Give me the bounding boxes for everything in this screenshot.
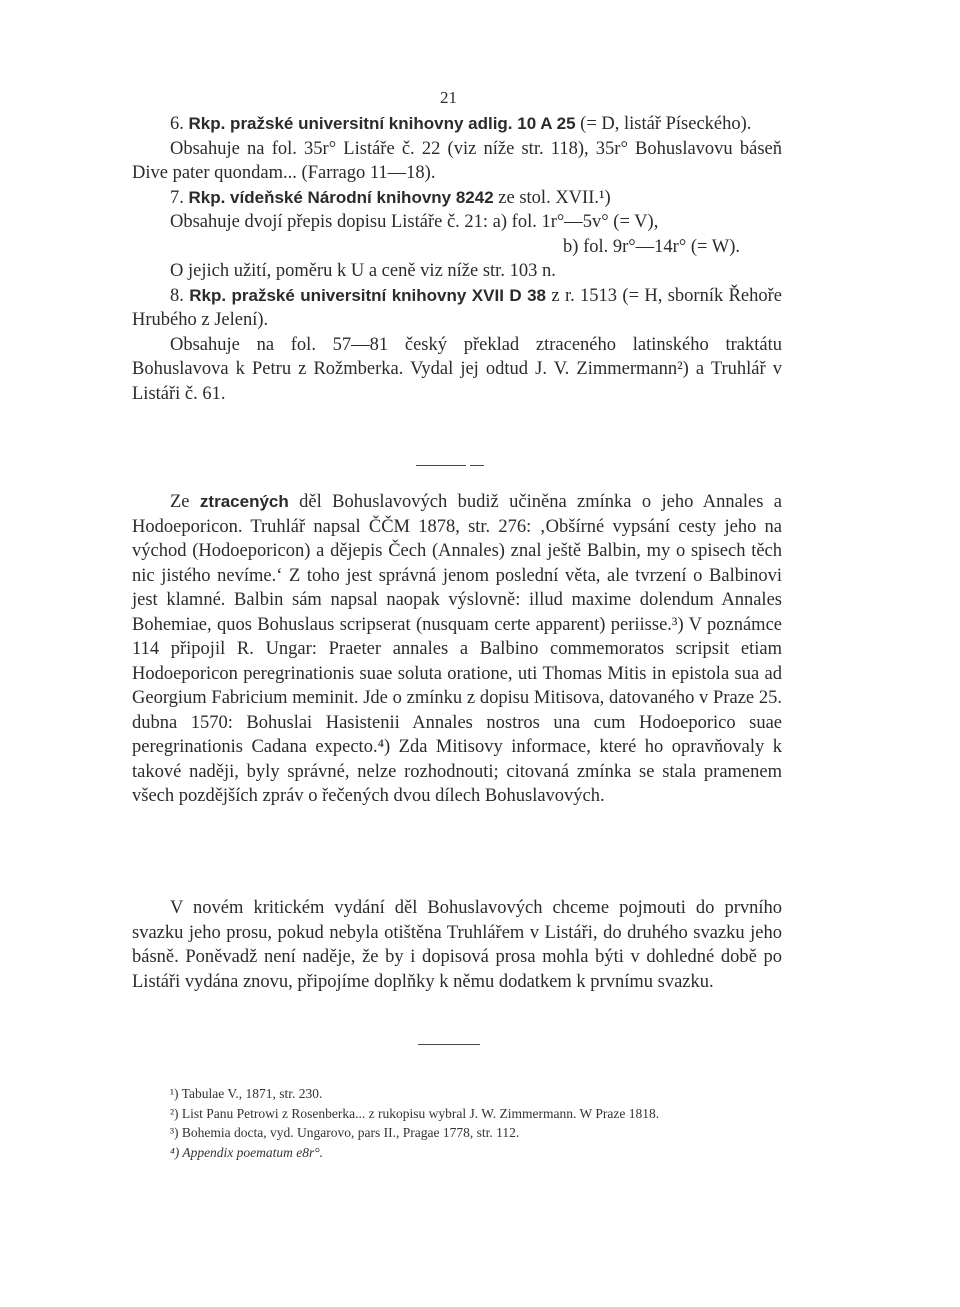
manuscript-list: [132, 112, 782, 406]
edition-section: [132, 896, 782, 994]
manuscript-item-6: 6. Rkp. pražské universitní knihovny adlig. 10 A 25 (= D, listář Píseckého).: [170, 114, 752, 134]
manuscript-item-7-contents: Obsahuje dvojí přepis dopisu Listáře č. 21: a) fol. 1r°—5v° (= V),: [170, 212, 659, 232]
footnote: ¹) Tabulae V., 1871, str. 230.: [170, 1086, 323, 1101]
footnote: ²) List Panu Petrowi z Rosenberka... z rukopisu wybral J. W. Zimmermann. W Praze 1818.: [170, 1105, 660, 1121]
page-number: 21: [440, 88, 457, 107]
section-divider: [416, 465, 466, 466]
lost-works-paragraph: Ze ztracených děl Bohuslavových budiž učiněna zmínka o jeho Annales a Hodoeporicon. Truhlář napsal ČČM 1878, str. 276: ‚Obšírné vypsání cesty jeho na východ (Hodoeporicon) a dějepis Čech (Annales) znal ještě Balbin, my o spisech těch nic jistého nevíme.‘ Z toho jest správná jenom poslední věta, ale tvrzení o Balbinovi jest klamné. Balbin sám napsal naopak výslovně: illud maxime dolendum Annales Bohemiae, quos Bohuslaus scripserat (nusquam certe apparent) periisse.³) V poznámce 114 připojil R. Ungar: Praeter annales a Balbino commemoratos scripsit etiam Hodoeporicon peregrinationis suae soluta oratione, uti Thomas Mitis in epistola sua ad Georgium Fabricium meminit. Jde o zmínku z dopisu Mitisova, datovaného v Praze 25. dubna 1570: Bohuslai Hasistenii Annales nostros una cum Hodoeporico suae peregrinationis Cadana expecto.⁴) Zda Mitisovy informace, které ho opravňovaly k takové naději, byly správné, nelze rozhodnouti; citovaná zmínka se stala pramenem všech pozdějších zpráv o řečených dvou dílech Bohuslavových.: [132, 492, 782, 806]
footnote-divider: [418, 1044, 480, 1045]
manuscript-item-7: 7. Rkp. vídeňské Národní knihovny 8242 ze stol. XVII.¹): [170, 187, 611, 208]
lost-works-section: [132, 490, 782, 809]
manuscript-item-7-contents-b: b) fol. 9r°—14r° (= W).: [563, 236, 740, 257]
edition-paragraph: V novém kritickém vydání děl Bohuslavových chceme pojmouti do prvního svazku jeho prosu, pokud nebyla otištěna Truhlářem v Listáři, do druhého svazku jeho básně. Poněvadž není naděje, že by i dopisová prosa mohla býti v dohledné době po Listáři vydána znovu, připojíme doplňky k němu dodatkem k prvnímu svazku.: [132, 898, 782, 992]
section-divider: [470, 465, 484, 466]
lost-works-keyword: ztracených: [199, 492, 289, 511]
manuscript-item-8: 8. Rkp. pražské universitní knihovny XVII D 38 z r. 1513 (= H, sborník Řehoře Hrubého z Jelení).: [132, 285, 782, 330]
manuscript-title: Rkp. pražské universitní knihovny XVII D 38: [189, 285, 547, 305]
manuscript-title: Rkp. pražské universitní knihovny adlig. 10 A 25: [188, 114, 576, 133]
manuscript-item-6-contents: Obsahuje na fol. 35r° Listáře č. 22 (viz níže str. 118), 35r° Bohuslavovu báseň Dive pater quondam... (Farrago 11—18).: [132, 138, 782, 183]
manuscript-item-8-contents: Obsahuje na fol. 57—81 český překlad ztraceného latinského traktátu Bohuslavova k Petru z Rožmberka. Vydal jej odtud J. V. Zimmermann²) a Truhlář v Listáři č. 61.: [132, 334, 782, 404]
footnote: ³) Bohemia docta, vyd. Ungarovo, pars II., Pragae 1778, str. 112.: [170, 1125, 520, 1140]
footnotes: [132, 1084, 782, 1162]
footnote: ⁴) Appendix poematum e8r°.: [170, 1144, 324, 1160]
manuscript-title: Rkp. vídeňské Národní knihovny 8242: [188, 187, 494, 207]
manuscript-item-7-note: O jejich užití, poměru k U a ceně viz níže str. 103 n.: [170, 261, 556, 281]
